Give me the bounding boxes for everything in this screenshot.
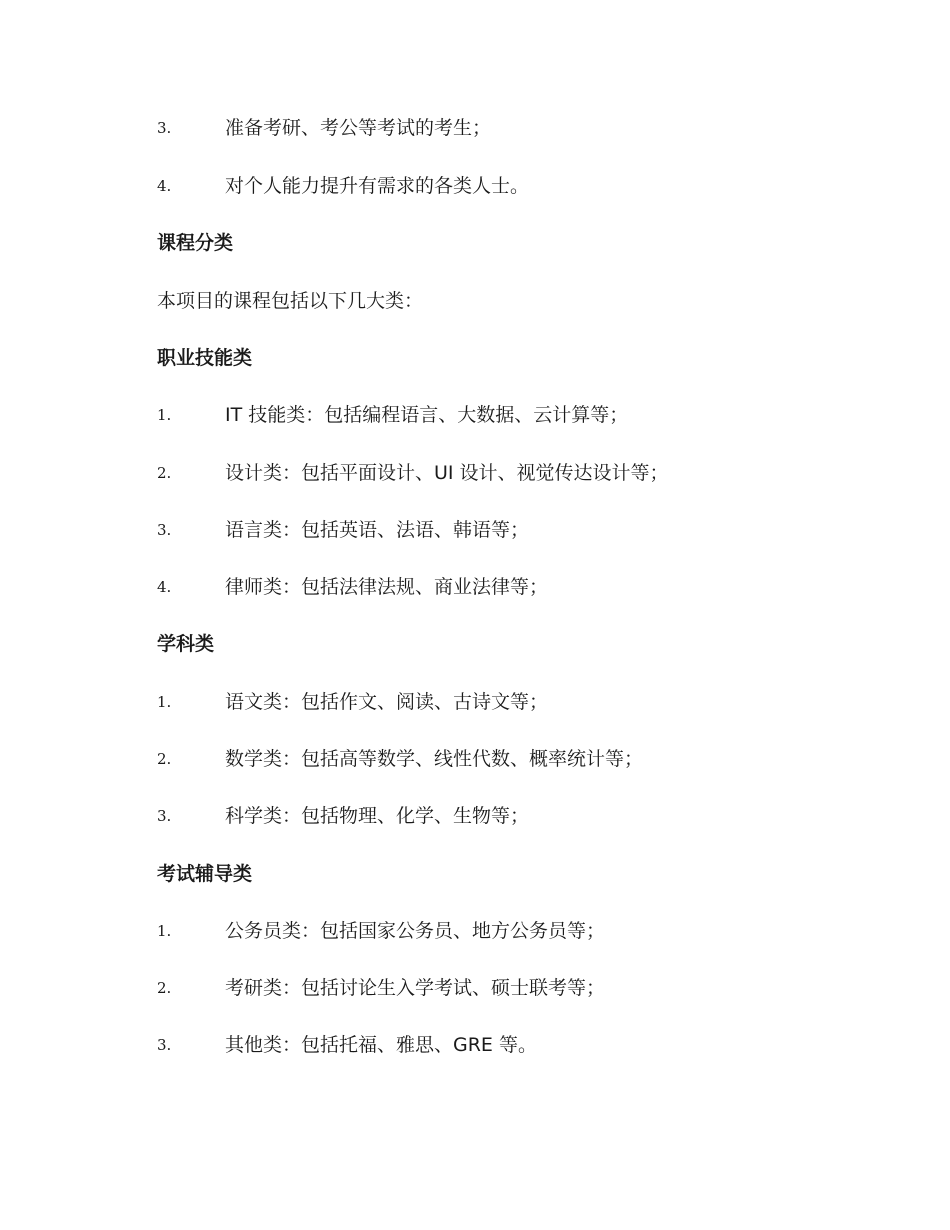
list-number: 4. <box>157 177 172 195</box>
list-number: 3. <box>157 807 172 825</box>
list-item-text: 公务员类：包括国家公务员、地方公务员等； <box>225 920 606 942</box>
list-item-text: 其他类：包括托福、雅思、GRE 等。 <box>225 1034 537 1056</box>
list-item-text: 对个人能力提升有需求的各类人士。 <box>225 175 530 197</box>
section-heading: 考试辅导类 <box>157 863 253 885</box>
list-number: 3. <box>157 521 172 539</box>
section-heading: 职业技能类 <box>157 347 253 369</box>
list-number: 1. <box>157 693 172 711</box>
list-number: 2. <box>157 464 172 482</box>
list-item-text: 科学类：包括物理、化学、生物等； <box>225 805 530 827</box>
section-heading: 课程分类 <box>157 232 234 254</box>
list-number: 1. <box>157 922 172 940</box>
section-heading: 学科类 <box>157 633 215 655</box>
list-number: 3. <box>157 119 172 137</box>
list-item-text: 准备考研、考公等考试的考生； <box>225 117 492 139</box>
list-number: 2. <box>157 750 172 768</box>
list-number: 4. <box>157 578 172 596</box>
intro-paragraph: 本项目的课程包括以下几大类： <box>157 290 424 312</box>
list-item-text: 律师类：包括法律法规、商业法律等； <box>225 576 549 598</box>
list-item-text: 设计类：包括平面设计、UI 设计、视觉传达设计等； <box>225 462 669 484</box>
list-number: 2. <box>157 979 172 997</box>
list-item-text: 数学类：包括高等数学、线性代数、概率统计等； <box>225 748 644 770</box>
list-item-text: IT 技能类：包括编程语言、大数据、云计算等； <box>225 404 629 426</box>
list-number: 1. <box>157 406 172 424</box>
list-item-text: 考研类：包括讨论生入学考试、硕士联考等； <box>225 977 606 999</box>
list-item-text: 语言类：包括英语、法语、韩语等； <box>225 519 530 541</box>
list-number: 3. <box>157 1036 172 1054</box>
list-item-text: 语文类：包括作文、阅读、古诗文等； <box>225 691 549 713</box>
